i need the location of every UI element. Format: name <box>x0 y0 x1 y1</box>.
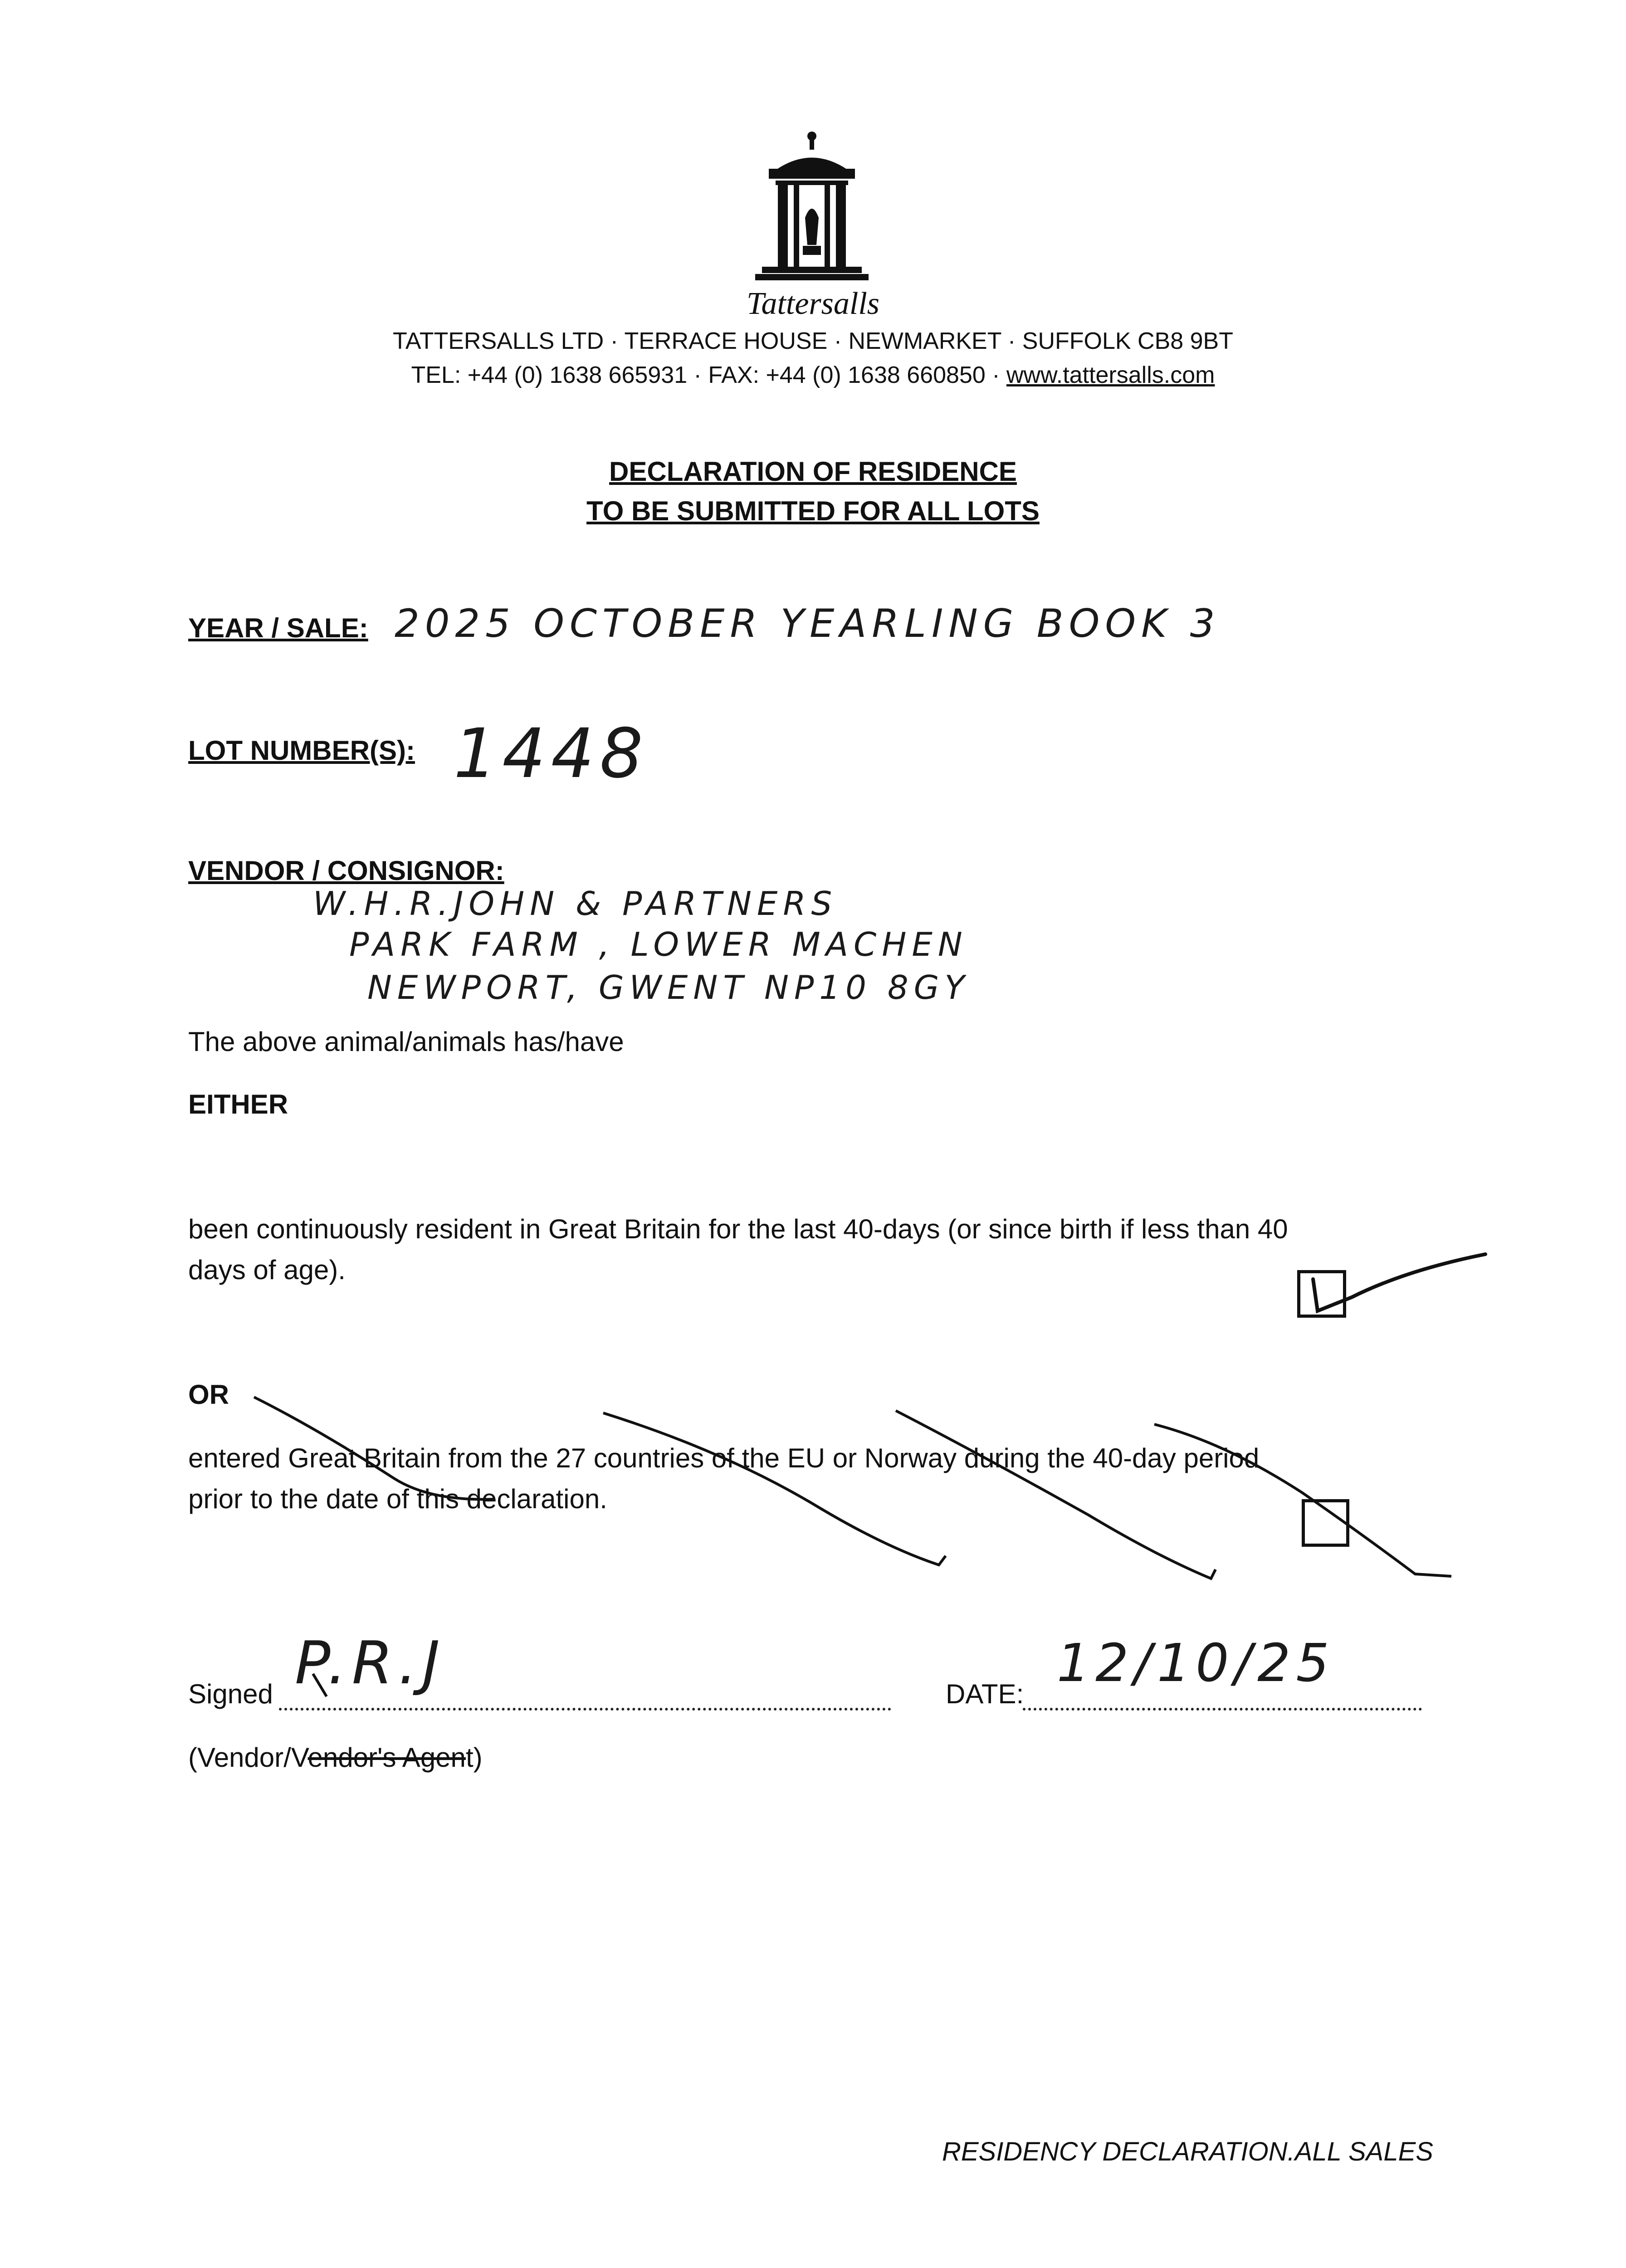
signature-value[interactable]: P.R.J <box>295 1628 445 1697</box>
vendor-line-3[interactable]: NEWPORT, GWENT NP10 8GY <box>367 968 970 1007</box>
tattersalls-logo-icon <box>744 127 880 286</box>
or-label: OR <box>188 1379 229 1410</box>
option1-text-line2: days of age). <box>188 1255 346 1285</box>
vendor-label: VENDOR / CONSIGNOR: <box>188 855 504 886</box>
date-value[interactable]: 12/10/25 <box>1057 1633 1335 1694</box>
footer-text: RESIDENCY DECLARATION.ALL SALES <box>942 2137 1433 2166</box>
option1-checkbox[interactable] <box>1297 1270 1346 1318</box>
year-sale-value[interactable]: 2025 OCTOBER YEARLING BOOK 3 <box>395 601 1221 646</box>
signed-label: Signed <box>188 1679 273 1709</box>
strike-line-3 <box>896 1411 1216 1579</box>
strike-line-2 <box>603 1413 946 1565</box>
contact-line <box>227 362 1399 389</box>
signer-role <box>188 1742 483 1773</box>
contact-text: TEL: +44 (0) 1638 665931 · FAX: +44 (0) 1638 660850 · <box>411 362 1006 388</box>
option2-checkbox[interactable] <box>1302 1499 1349 1547</box>
date-label: DATE: <box>946 1679 1024 1709</box>
year-sale-label: YEAR / SALE: <box>188 613 368 643</box>
lot-number-label: LOT NUMBER(S): <box>188 735 415 766</box>
role-prefix: (Vendor/V <box>188 1742 308 1773</box>
lot-number-value[interactable]: 1448 <box>454 714 649 793</box>
vendor-line-2[interactable]: PARK FARM , LOWER MACHEN <box>349 925 968 963</box>
option2-text-line1: entered Great Britain from the 27 countries of the EU or Norway during the 40-day period <box>188 1443 1260 1473</box>
role-suffix: t) <box>465 1742 483 1773</box>
address-line: TATTERSALLS LTD · TERRACE HOUSE · NEWMARKET · SUFFOLK CB8 9BT <box>392 328 1234 354</box>
brand-name: Tattersalls <box>746 286 880 321</box>
intro-text: The above animal/animals has/have <box>188 1026 624 1057</box>
option1-text-line1: been continuously resident in Great Britain for the last 40-days (or since birth if less than 40 <box>188 1214 1288 1244</box>
option2-text-line2: prior to the date of this declaration. <box>188 1484 607 1514</box>
document-title: DECLARATION OF RESIDENCE <box>609 456 1017 487</box>
role-struck: endor's Agen <box>308 1742 466 1773</box>
website-link[interactable]: www.tattersalls.com <box>1006 362 1215 388</box>
document-subtitle: TO BE SUBMITTED FOR ALL LOTS <box>586 496 1040 526</box>
vendor-line-1[interactable]: W.H.R.JOHN & PARTNERS <box>313 885 838 923</box>
either-label: EITHER <box>188 1089 288 1119</box>
